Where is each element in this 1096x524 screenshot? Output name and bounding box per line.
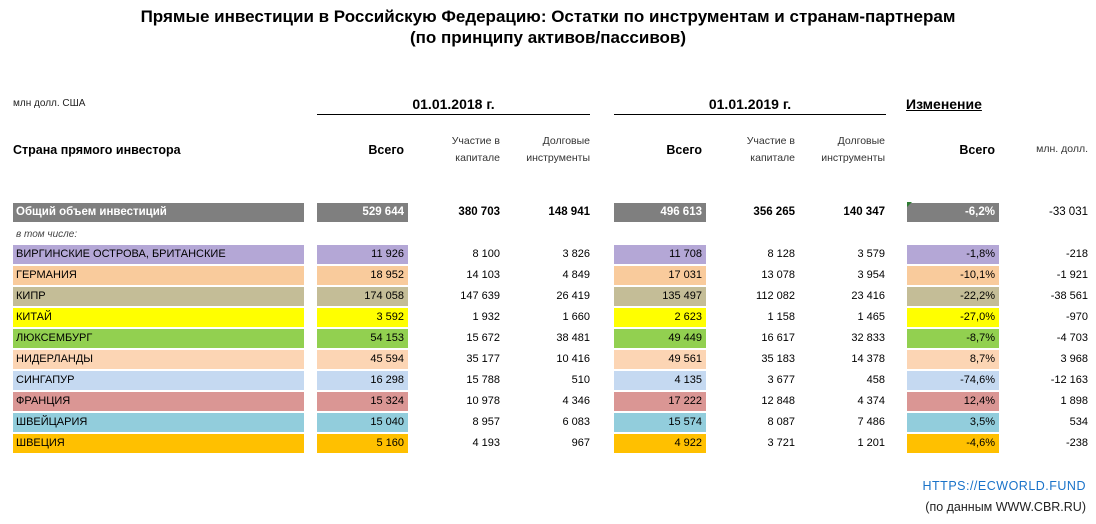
row-debt-2019: 14 378 xyxy=(851,353,885,365)
row-total-2018: 11 926 xyxy=(317,245,408,264)
table-row xyxy=(0,287,1096,308)
row-total-2018: 529 644 xyxy=(317,203,408,222)
row-debt-2018: 26 419 xyxy=(556,290,590,302)
row-change-absolute: -238 xyxy=(1065,437,1088,449)
debt-header-line-1: Долговые xyxy=(837,135,885,147)
equity-2019-column-header xyxy=(712,133,795,167)
row-debt-2019: 32 833 xyxy=(851,332,885,344)
row-debt-2019: 1 201 xyxy=(857,437,885,449)
row-equity-2018: 15 672 xyxy=(466,332,500,344)
row-debt-2019: 3 579 xyxy=(857,248,885,260)
row-change-percent: -4,6% xyxy=(907,434,999,453)
period-2018-header: 01.01.2018 г. xyxy=(412,96,495,112)
row-total-2019: 49 561 xyxy=(614,350,706,369)
table-row-total xyxy=(0,203,1096,224)
row-total-2018: 3 592 xyxy=(317,308,408,327)
row-change-absolute: 1 898 xyxy=(1060,395,1088,407)
row-debt-2019: 458 xyxy=(866,374,885,386)
change-units-label: млн. долл. xyxy=(1036,143,1088,155)
row-debt-2019: 23 416 xyxy=(851,290,885,302)
row-total-2018: 16 298 xyxy=(317,371,408,390)
total-2018-column-header: Всего xyxy=(368,143,404,157)
row-total-2019: 17 222 xyxy=(614,392,706,411)
row-debt-2018: 967 xyxy=(571,437,590,449)
row-change-absolute: -4 703 xyxy=(1056,332,1088,344)
row-equity-2019: 16 617 xyxy=(761,332,795,344)
period-2019-header: 01.01.2019 г. xyxy=(708,96,792,112)
row-change-percent: 12,4% xyxy=(907,392,999,411)
row-debt-2019: 140 347 xyxy=(843,206,885,218)
row-total-2018: 15 324 xyxy=(317,392,408,411)
row-country: КИТАЙ xyxy=(13,308,304,327)
row-total-2018: 15 040 xyxy=(317,413,408,432)
site-link[interactable]: HTTPS://ECWORLD.FUND xyxy=(922,479,1086,493)
table-row xyxy=(0,308,1096,329)
row-country: ШВЕЙЦАРИЯ xyxy=(13,413,304,432)
debt-header-line-1: Долговые xyxy=(542,135,590,147)
row-equity-2019: 3 721 xyxy=(767,437,795,449)
row-debt-2018: 6 083 xyxy=(562,416,590,428)
row-debt-2018: 4 849 xyxy=(562,269,590,281)
row-change-percent: -10,1% xyxy=(907,266,999,285)
table-row xyxy=(0,245,1096,266)
row-change-absolute: -1 921 xyxy=(1056,269,1088,281)
row-total-2018: 18 952 xyxy=(317,266,408,285)
row-country: КИПР xyxy=(13,287,304,306)
row-equity-2018: 1 932 xyxy=(472,311,500,323)
row-total-2019: 49 449 xyxy=(614,329,706,348)
row-equity-2019: 35 183 xyxy=(761,353,795,365)
title-line-2: (по принципу активов/пассивов) xyxy=(409,28,687,47)
row-debt-2018: 3 826 xyxy=(562,248,590,260)
change-header: Изменение xyxy=(906,96,982,112)
row-total-2018: 54 153 xyxy=(317,329,408,348)
debt-header-line-2: инструменты xyxy=(821,152,885,164)
row-equity-2018: 35 177 xyxy=(466,353,500,365)
equity-header-line-1: Участие в xyxy=(746,135,795,147)
row-debt-2019: 7 486 xyxy=(857,416,885,428)
row-total-2018: 174 058 xyxy=(317,287,408,306)
row-change-absolute: 3 968 xyxy=(1060,353,1088,365)
equity-header-line-2: капитале xyxy=(455,152,500,164)
row-total-2018: 45 594 xyxy=(317,350,408,369)
row-change-percent: -8,7% xyxy=(907,329,999,348)
row-debt-2018: 38 481 xyxy=(556,332,590,344)
cell-comment-marker-icon xyxy=(907,202,912,207)
row-country: ФРАНЦИЯ xyxy=(13,392,304,411)
row-debt-2018: 1 660 xyxy=(562,311,590,323)
country-column-header: Страна прямого инвестора xyxy=(13,143,181,157)
row-equity-2019: 3 677 xyxy=(767,374,795,386)
row-change-percent: -22,2% xyxy=(907,287,999,306)
row-debt-2019: 4 374 xyxy=(857,395,885,407)
title-line-1: Прямые инвестиции в Российскую Федерацию: Остатки по инструментам и странам-партнерам xyxy=(140,7,956,26)
row-total-2019: 496 613 xyxy=(614,203,706,222)
row-equity-2019: 13 078 xyxy=(761,269,795,281)
table-row xyxy=(0,413,1096,434)
row-equity-2019: 12 848 xyxy=(761,395,795,407)
equity-header-line-1: Участие в xyxy=(451,135,500,147)
row-country: ЛЮКСЕМБУРГ xyxy=(13,329,304,348)
row-total-2019: 2 623 xyxy=(614,308,706,327)
change-total-column-header: Всего xyxy=(959,143,995,157)
row-equity-2018: 380 703 xyxy=(458,206,500,218)
row-country: ГЕРМАНИЯ xyxy=(13,266,304,285)
row-total-2018: 5 160 xyxy=(317,434,408,453)
row-debt-2019: 1 465 xyxy=(857,311,885,323)
page-title xyxy=(0,6,1096,48)
row-change-absolute: 534 xyxy=(1069,416,1088,428)
row-debt-2019: 3 954 xyxy=(857,269,885,281)
total-2019-column-header: Всего xyxy=(666,143,702,157)
row-equity-2019: 112 082 xyxy=(756,290,795,302)
table-row xyxy=(0,392,1096,413)
period-2019-underline xyxy=(614,114,886,115)
table-row xyxy=(0,371,1096,392)
row-total-2019: 4 922 xyxy=(614,434,706,453)
debt-2018-column-header xyxy=(505,133,590,167)
equity-header-line-2: капитале xyxy=(750,152,795,164)
row-total-2019: 11 708 xyxy=(614,245,706,264)
row-equity-2018: 8 100 xyxy=(472,248,500,260)
table-row xyxy=(0,266,1096,287)
row-change-absolute: -38 561 xyxy=(1050,290,1088,302)
row-change-percent: -1,8% xyxy=(907,245,999,264)
row-country: ВИРГИНСКИЕ ОСТРОВА, БРИТАНСКИЕ xyxy=(13,245,304,264)
units-label: млн долл. США xyxy=(13,98,86,109)
table-row xyxy=(0,434,1096,455)
row-debt-2018: 510 xyxy=(571,374,590,386)
row-equity-2019: 8 087 xyxy=(767,416,795,428)
row-debt-2018: 148 941 xyxy=(548,206,590,218)
debt-header-line-2: инструменты xyxy=(526,152,590,164)
row-change-percent: 3,5% xyxy=(907,413,999,432)
row-total-2019: 17 031 xyxy=(614,266,706,285)
row-equity-2018: 8 957 xyxy=(472,416,500,428)
row-country: ШВЕЦИЯ xyxy=(13,434,304,453)
row-debt-2018: 4 346 xyxy=(562,395,590,407)
source-note: (по данным WWW.CBR.RU) xyxy=(925,500,1086,514)
row-total-2019: 15 574 xyxy=(614,413,706,432)
row-equity-2019: 8 128 xyxy=(767,248,795,260)
row-change-absolute: -970 xyxy=(1065,311,1088,323)
row-debt-2018: 10 416 xyxy=(556,353,590,365)
row-change-percent: -6,2% xyxy=(907,203,999,222)
row-equity-2018: 4 193 xyxy=(472,437,500,449)
row-equity-2019: 356 265 xyxy=(753,206,795,218)
table-row xyxy=(0,350,1096,371)
included-label: в том числе: xyxy=(16,229,78,240)
period-2018-underline xyxy=(317,114,590,115)
row-change-percent: -27,0% xyxy=(907,308,999,327)
row-equity-2018: 14 103 xyxy=(466,269,500,281)
table-row xyxy=(0,329,1096,350)
row-equity-2018: 15 788 xyxy=(466,374,500,386)
row-country: Общий объем инвестиций xyxy=(13,203,304,222)
row-equity-2019: 1 158 xyxy=(767,311,795,323)
row-change-percent: 8,7% xyxy=(907,350,999,369)
row-change-absolute: -33 031 xyxy=(1048,206,1088,218)
row-equity-2018: 10 978 xyxy=(466,395,500,407)
row-change-absolute: -218 xyxy=(1065,248,1088,260)
row-country: НИДЕРЛАНДЫ xyxy=(13,350,304,369)
row-change-absolute: -12 163 xyxy=(1050,374,1088,386)
equity-2018-column-header xyxy=(420,133,500,167)
row-total-2019: 4 135 xyxy=(614,371,706,390)
debt-2019-column-header xyxy=(800,133,885,167)
row-change-percent: -74,6% xyxy=(907,371,999,390)
row-country: СИНГАПУР xyxy=(13,371,304,390)
row-equity-2018: 147 639 xyxy=(460,290,500,302)
row-total-2019: 135 497 xyxy=(614,287,706,306)
